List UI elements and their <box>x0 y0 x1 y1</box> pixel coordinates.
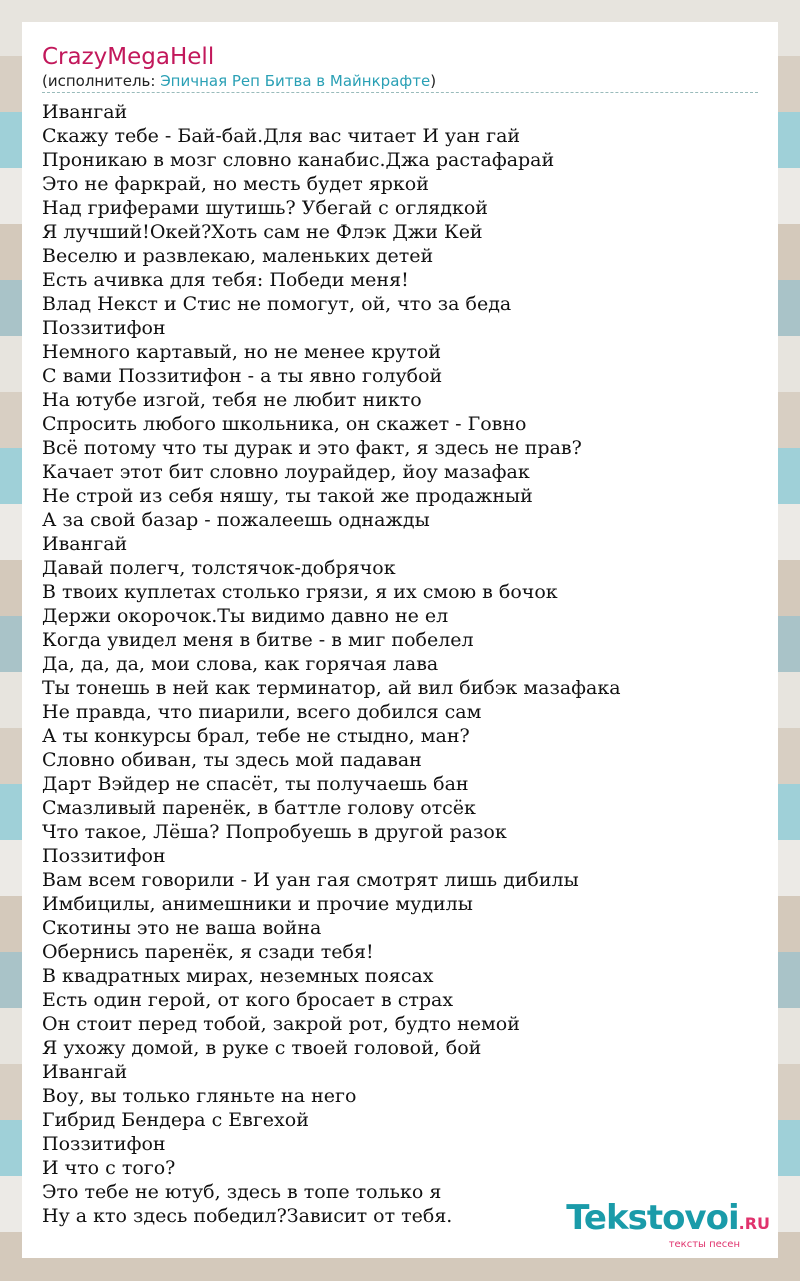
lyric-line: Ивангай <box>42 533 128 555</box>
lyric-line: Качает этот бит словно лоурайдер, йоу мазафак <box>42 461 530 483</box>
lyric-line: Проникаю в мозг словно канабис.Джа растафарай <box>42 149 555 171</box>
lyric-line: Спросить любого школьника, он скажет - Говно <box>42 413 527 435</box>
lyric-line: Я ухожу домой, в руке с твоей головой, бой <box>42 1037 482 1059</box>
lyric-line: Поззитифон <box>42 1133 166 1155</box>
lyric-line: В твоих куплетах столько грязи, я их смою в бочок <box>42 581 558 603</box>
lyric-line: Обернись паренёк, я сзади тебя! <box>42 941 374 963</box>
lyric-line: Всё потому что ты дурак и это факт, я здесь не прав? <box>42 437 582 459</box>
lyric-line: Есть один герой, от кого бросает в страх <box>42 989 454 1011</box>
lyric-line: Смазливый паренёк, в баттле голову отсёк <box>42 797 476 819</box>
lyric-line: Над гриферами шутишь? Убегай с оглядкой <box>42 197 488 219</box>
site-logo[interactable] <box>566 1198 770 1250</box>
lyric-line: Это тебе не ютуб, здесь в топе только я <box>42 1181 442 1203</box>
lyric-line: И что с того? <box>42 1157 176 1179</box>
artist-suffix: ) <box>430 72 437 90</box>
lyric-line: Что такое, Лёша? Попробуешь в другой разок <box>42 821 507 843</box>
lyric-line: Скотины это не ваша война <box>42 917 322 939</box>
lyric-line: Словно обиван, ты здесь мой падаван <box>42 749 422 771</box>
lyric-line: Вам всем говорили - И уан гая смотрят лишь дибилы <box>42 869 579 891</box>
lyrics-card <box>22 22 778 1258</box>
artist-line <box>42 72 758 93</box>
lyric-line: Веселю и развлекаю, маленьких детей <box>42 245 434 267</box>
lyric-line: Это не фаркрай, но месть будет яркой <box>42 173 429 195</box>
lyric-line: Имбицилы, анимешники и прочие мудилы <box>42 893 473 915</box>
lyric-line: Поззитифон <box>42 845 166 867</box>
lyric-line: Есть ачивка для тебя: Победи меня! <box>42 269 409 291</box>
lyric-line: Дарт Вэйдер не спасёт, ты получаешь бан <box>42 773 469 795</box>
lyric-line: На ютубе изгой, тебя не любит никто <box>42 389 422 411</box>
artist-link[interactable]: Эпичная Реп Битва в Майнкрафте <box>160 72 431 90</box>
song-title: CrazyMegaHell <box>42 44 215 70</box>
song-header <box>42 42 758 93</box>
lyric-line: Я лучший!Окей?Хоть сам не Флэк Джи Кей <box>42 221 483 243</box>
lyric-line: Ивангай <box>42 1061 128 1083</box>
lyric-line: Он стоит перед тобой, закрой рот, будто немой <box>42 1013 520 1035</box>
lyric-line: Немного картавый, но не менее крутой <box>42 341 442 363</box>
lyric-line: Не правда, что пиарили, всего добился сам <box>42 701 482 723</box>
lyric-line: Гибрид Бендера с Евгехой <box>42 1109 309 1131</box>
lyric-line: Воу, вы только гляньте на него <box>42 1085 357 1107</box>
logo-tld: .RU <box>738 1214 770 1233</box>
lyric-line: Поззитифон <box>42 317 166 339</box>
lyric-line: С вами Поззитифон - а ты явно голубой <box>42 365 443 387</box>
lyric-line: Влад Некст и Стис не помогут, ой, что за беда <box>42 293 512 315</box>
lyric-line: Держи окорочок.Ты видимо давно не ел <box>42 605 449 627</box>
lyric-line: Не строй из себя няшу, ты такой же продажный <box>42 485 533 507</box>
logo-wordmark: Tekstovoi <box>566 1198 739 1238</box>
lyrics-text <box>42 100 758 1228</box>
lyric-line: Когда увидел меня в битве - в миг побелел <box>42 629 474 651</box>
lyric-line: Ивангай <box>42 101 128 123</box>
artist-prefix: (исполнитель: <box>42 72 161 90</box>
lyric-line: Скажу тебе - Бай-бай.Для вас читает И уан гай <box>42 125 521 147</box>
lyric-line: Да, да, да, мои слова, как горячая лава <box>42 653 439 675</box>
lyric-line: А ты конкурсы брал, тебе не стыдно, ман? <box>42 725 470 747</box>
lyric-line: В квадратных мирах, неземных поясах <box>42 965 434 987</box>
lyric-line: А за свой базар - пожалеешь однажды <box>42 509 430 531</box>
lyric-line: Ну а кто здесь победил?Зависит от тебя. <box>42 1205 453 1227</box>
logo-tagline: тексты песен <box>668 1239 740 1250</box>
lyric-line: Ты тонешь в ней как терминатор, ай вил бибэк мазафака <box>42 677 621 699</box>
lyric-line: Давай полегч, толстячок-добрячок <box>42 557 396 579</box>
